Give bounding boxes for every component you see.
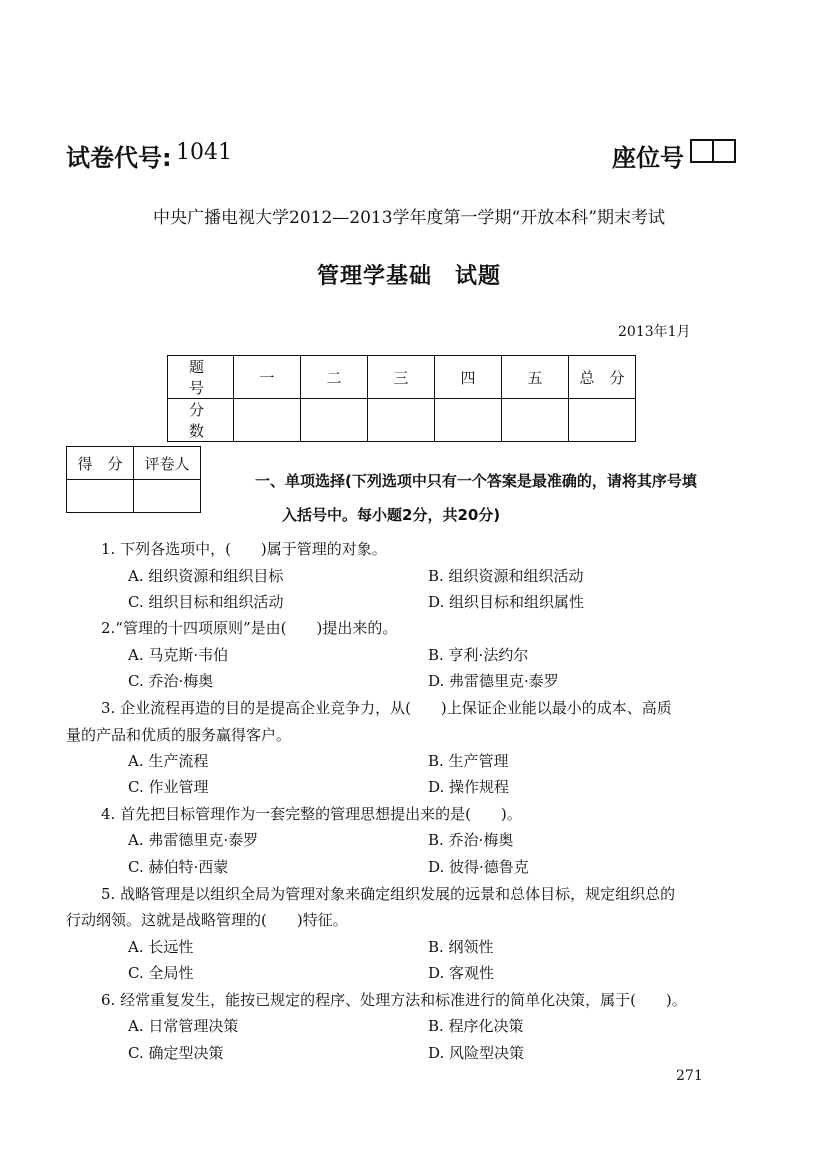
answer-option: B. 乔治·梅奥: [428, 831, 514, 849]
answer-option: D. 风险型决策: [428, 1044, 525, 1062]
seat-number-box[interactable]: [712, 139, 736, 163]
answer-option: A. 马克斯·韦伯: [128, 646, 229, 664]
answer-option: C. 全局性: [128, 964, 194, 982]
score-table-header: 三: [368, 356, 435, 399]
answer-option: A. 弗雷德里克·泰罗: [128, 831, 259, 849]
answer-option: A. 组织资源和组织目标: [128, 567, 284, 585]
answer-option: B. 程序化决策: [428, 1017, 524, 1035]
score-table-header: 四: [435, 356, 502, 399]
score-table-header: 一: [234, 356, 301, 399]
score-table-header: 五: [502, 356, 569, 399]
paper-code: 1041: [176, 140, 232, 165]
question-stem: 4. 首先把目标管理作为一套完整的管理思想提出来的是( )。: [101, 805, 522, 823]
answer-option: D. 客观性: [428, 964, 495, 982]
question-stem: 行动纲领。这就是战略管理的( )特征。: [66, 911, 348, 929]
exam-title: 中央广播电视大学2012—2013学年度第一学期“开放本科”期末考试: [153, 208, 665, 228]
answer-option: B. 纲领性: [428, 938, 494, 956]
answer-option: A. 长远性: [128, 938, 194, 956]
score-table-header: 总 分: [569, 356, 636, 399]
seat-number-label: 座位号: [612, 144, 684, 172]
answer-option: B. 组织资源和组织活动: [428, 567, 584, 585]
grader-label: 评卷人: [134, 447, 201, 480]
answer-option: D. 弗雷德里克·泰罗: [428, 672, 559, 690]
answer-option: B. 生产管理: [428, 752, 509, 770]
score-cell[interactable]: [502, 399, 569, 442]
answer-option: D. 彼得·德鲁克: [428, 858, 529, 876]
answer-option: C. 组织目标和组织活动: [128, 593, 284, 611]
score-cell[interactable]: [234, 399, 301, 442]
page-number: 271: [676, 1068, 703, 1084]
question-stem: 1. 下列各选项中，( )属于管理的对象。: [101, 540, 387, 558]
question-stem: 2.“管理的十四项原则”是由( )提出来的。: [101, 619, 398, 637]
answer-option: C. 确定型决策: [128, 1044, 224, 1062]
score-label: 得 分: [67, 447, 134, 480]
score-table-header: 题 号: [168, 356, 234, 399]
score-entry-cell[interactable]: [67, 480, 134, 513]
grader-box: [66, 446, 201, 513]
question-stem: 5. 战略管理是以组织全局为管理对象来确定组织发展的远景和总体目标，规定组织总的: [101, 885, 676, 903]
score-cell[interactable]: [368, 399, 435, 442]
question-stem: 6. 经常重复发生，能按已规定的程序、处理方法和标准进行的简单化决策，属于( )。: [101, 991, 687, 1009]
answer-option: A. 生产流程: [128, 752, 209, 770]
score-table-header: 二: [301, 356, 368, 399]
score-cell[interactable]: [301, 399, 368, 442]
exam-date: 2013年1月: [618, 324, 691, 340]
answer-option: A. 日常管理决策: [128, 1017, 239, 1035]
score-table: [167, 355, 636, 442]
paper-code-label: 试卷代号:: [66, 144, 172, 172]
section-instructions: 一、单项选择(下列选项中只有一个答案是最准确的，请将其序号填: [255, 472, 697, 490]
answer-option: C. 乔治·梅奥: [128, 672, 214, 690]
answer-option: C. 作业管理: [128, 778, 209, 796]
answer-option: D. 组织目标和组织属性: [428, 593, 585, 611]
score-cell[interactable]: [569, 399, 636, 442]
question-stem: 3. 企业流程再造的目的是提高企业竞争力，从( )上保证企业能以最小的成本、高质: [101, 699, 672, 717]
answer-option: D. 操作规程: [428, 778, 510, 796]
course-title: 管理学基础 试题: [316, 264, 501, 289]
section-instructions: 入括号中。每小题2分，共20分): [282, 506, 501, 524]
answer-option: C. 赫伯特·西蒙: [128, 858, 229, 876]
seat-number-box[interactable]: [690, 139, 714, 163]
score-cell[interactable]: [435, 399, 502, 442]
question-stem: 量的产品和优质的服务赢得客户。: [66, 726, 292, 744]
answer-option: B. 亨利·法约尔: [428, 646, 529, 664]
grader-entry-cell[interactable]: [134, 480, 201, 513]
score-table-row-label: 分 数: [168, 399, 234, 442]
